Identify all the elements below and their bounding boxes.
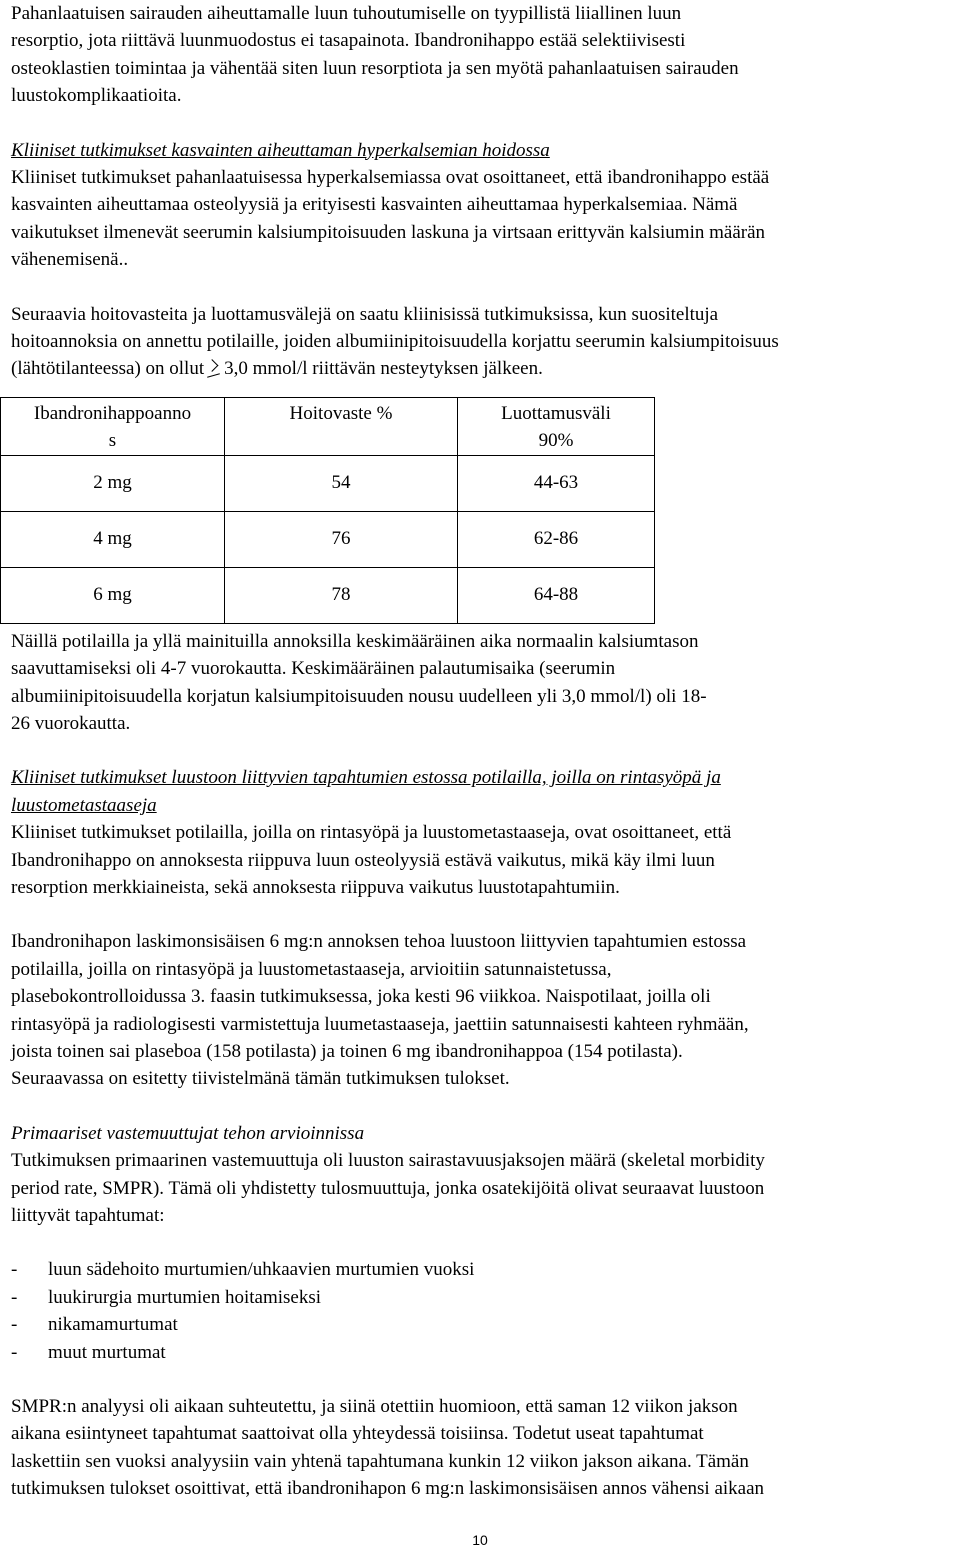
table-header-row [1, 397, 655, 455]
text-line: Pahanlaatuisen sairauden aiheuttamalle luun tuhoutumiselle on tyypillistä liiallinen luun [11, 3, 682, 24]
text-line: Seuraavia hoitovasteita ja luottamusvälejä on saatu kliinisissä tutkimuksissa, kun suositeltuja [11, 303, 719, 325]
document-page [11, 0, 946, 1503]
primary-endpoints-section [11, 1120, 946, 1366]
paragraph-gap [11, 274, 946, 301]
intro-paragraph [11, 0, 946, 110]
event-list [11, 1256, 946, 1366]
text-line: rintasyöpä ja radiologisesti varmistettuja luumetastaaseja, jaettiin satunnaisesti kahteen ryhmään, [11, 1013, 749, 1035]
list-item [11, 1339, 946, 1366]
header-text: Hoitovaste % [289, 402, 393, 424]
header-cell-dose [1, 397, 225, 455]
text-line: Kliiniset tutkimukset pahanlaatuisessa hyperkalsemiassa ovat osoittaneet, että ibandronihappo estää [11, 167, 770, 189]
text-fragment: 3,0 mmol/l riittävän nesteytyksen jälkeen. [224, 358, 543, 380]
text-fragment: (lähtötilanteessa) on ollut [11, 358, 205, 380]
time-to-normal-paragraph [11, 628, 946, 738]
section-heading: Kliiniset tutkimukset luustoon liittyvien tapahtumien estossa potilailla, joilla on rintasyöpä ja [11, 767, 721, 789]
text-line: resorptio, jota riittävä luunmuodostus ei tasapainota. Ibandronihappo estää selektiivisesti [11, 30, 686, 52]
header-cell-response [225, 397, 458, 455]
smpr-analysis-paragraph [11, 1393, 946, 1503]
cell-ci: 62-86 [458, 511, 655, 567]
text-line: vähenemisenä.. [11, 249, 129, 271]
text-line: saavuttamiseksi oli 4-7 vuorokautta. Keskimääräinen palautumisaika (seerumin [11, 658, 616, 680]
list-dash: - [11, 1341, 18, 1363]
list-item-text: muut murtumat [48, 1341, 166, 1363]
cell-response: 54 [225, 455, 458, 511]
table-row [1, 455, 655, 511]
text-line: liittyvät tapahtumat: [11, 1205, 165, 1226]
text-line: aikana esiintyneet tapahtumat saattoivat olla yhteydessä toisiinsa. Todetut useat tapahtumat [11, 1423, 704, 1445]
text-line: osteoklastien toimintaa ja vähentää siten luun resorptiota ja sen myötä pahanlaatuisen sairauden [11, 57, 739, 79]
cell-dose: 2 mg [1, 455, 225, 511]
hyperkalsemia-section [11, 137, 946, 274]
cell-ci: 64-88 [458, 567, 655, 623]
text-line: Seuraavassa on esitetty tiivistelmänä tämän tutkimuksen tulokset. [11, 1068, 510, 1090]
text-line: luustokomplikaatioita. [11, 85, 182, 107]
header-cell-ci [458, 397, 655, 455]
text-line: 26 vuorokautta. [11, 712, 131, 734]
page-number: 10 [472, 1532, 488, 1548]
list-item-text: luukirurgia murtumien hoitamiseksi [48, 1286, 322, 1308]
list-dash: - [11, 1259, 18, 1281]
list-dash: - [11, 1314, 18, 1336]
text-line: resorption merkkiaineista, sekä annoksesta riippuva vaikutus luustotapahtumiin. [11, 876, 620, 898]
list-item [11, 1284, 946, 1311]
text-line [11, 355, 946, 382]
text-line: Ibandronihappo on annoksesta riippuva luun osteolyysiä estävä vaikutus, mikä käy ilmi luun [11, 849, 715, 871]
text-line: hoitoannoksia on annettu potilaille, joiden albumiinipitoisuudella korjattu seerumin kalsiumpitoisuus [11, 331, 779, 353]
text-line: kasvainten aiheuttamaa osteolyysiä ja erityisesti kasvainten aiheuttamaa hyperkalsemiaa. Nämä [11, 194, 738, 216]
paragraph-gap [11, 737, 946, 764]
breast-cancer-section [11, 764, 946, 901]
text-line: SMPR:n analyysi oli aikaan suhteutettu, ja siinä otettiin huomioon, että saman 12 viikon jakson [11, 1395, 738, 1417]
cell-response: 78 [225, 567, 458, 623]
table-row [1, 567, 655, 623]
cell-response: 76 [225, 511, 458, 567]
text-line: Tutkimuksen primaarinen vastemuuttuja oli luuston sairastavuusjaksojen määrä (skeletal morbidity [11, 1150, 765, 1172]
text-line: plasebokontrolloidussa 3. faasin tutkimuksessa, joka kesti 96 viikkoa. Naispotilaat, joilla oli [11, 986, 711, 1008]
cell-dose: 4 mg [1, 511, 225, 567]
text-line: Näillä potilailla ja yllä mainituilla annoksilla keskimääräinen aika normaalin kalsiumtason [11, 630, 699, 652]
header-text: 90% [538, 430, 574, 452]
list-item [11, 1256, 946, 1283]
text-line: tutkimuksen tulokset osoittivat, että ibandronihapon 6 mg:n laskimonsisäisen annos vähensi aikaan [11, 1478, 765, 1500]
paragraph-gap [11, 110, 946, 137]
section-heading: Kliiniset tutkimukset kasvainten aiheuttaman hyperkalsemian hoidossa [11, 139, 550, 161]
list-dash: - [11, 1286, 18, 1308]
text-line: potilailla, joilla on rintasyöpä ja luustometastaaseja, arvioitiin satunnaistetussa, [11, 958, 612, 980]
list-item-text: luun sädehoito murtumien/uhkaavien murtumien vuoksi [48, 1259, 475, 1281]
greater-equal-symbol [207, 360, 221, 376]
text-line: period rate, SMPR). Tämä oli yhdistetty tulosmuuttuja, jonka osatekijöitä olivat seuraavat luustoon [11, 1177, 765, 1199]
paragraph-gap [11, 901, 946, 928]
header-text: s [108, 430, 117, 452]
text-line: laskettiin sen vuoksi analyysiin vain yhtenä tapahtumana kunkin 12 viikon jakson aikana. Tämän [11, 1450, 749, 1472]
cell-dose: 6 mg [1, 567, 225, 623]
paragraph-gap [11, 1366, 946, 1393]
cell-ci: 44-63 [458, 455, 655, 511]
list-item [11, 1311, 946, 1338]
header-text: Luottamusväli [501, 402, 611, 424]
text-line: joista toinen sai plaseboa (158 potilasta) ja toinen 6 mg ibandronihappoa (154 potilasta). [11, 1040, 683, 1062]
section-heading: luustometastaaseja [11, 794, 157, 816]
paragraph-gap [11, 1093, 946, 1120]
text-line: Kliiniset tutkimukset potilailla, joilla on rintasyöpä ja luustometastaaseja, ovat osoittaneet, että [11, 822, 732, 844]
section-heading: Primaariset vastemuuttujat tehon arvioinnissa [11, 1122, 365, 1144]
response-table [0, 397, 655, 624]
text-line: vaikutukset ilmenevät seerumin kalsiumpitoisuuden laskuna ja virtsaan erittyvän kalsiumin määrän [11, 221, 766, 243]
study-design-paragraph [11, 928, 946, 1092]
text-line: Ibandronihapon laskimonsisäisen 6 mg:n annoksen tehoa luustoon liittyvien tapahtumien estossa [11, 931, 747, 953]
table-row [1, 511, 655, 567]
paragraph-gap [11, 1229, 946, 1256]
list-item-text: nikamamurtumat [48, 1314, 178, 1336]
text-line: albumiinipitoisuudella korjatun kalsiumpitoisuuden nousu uudelleen yli 3,0 mmol/l) oli 18- [11, 685, 707, 707]
response-intro-paragraph [11, 301, 946, 383]
header-text: Ibandronihappoanno [33, 402, 192, 424]
